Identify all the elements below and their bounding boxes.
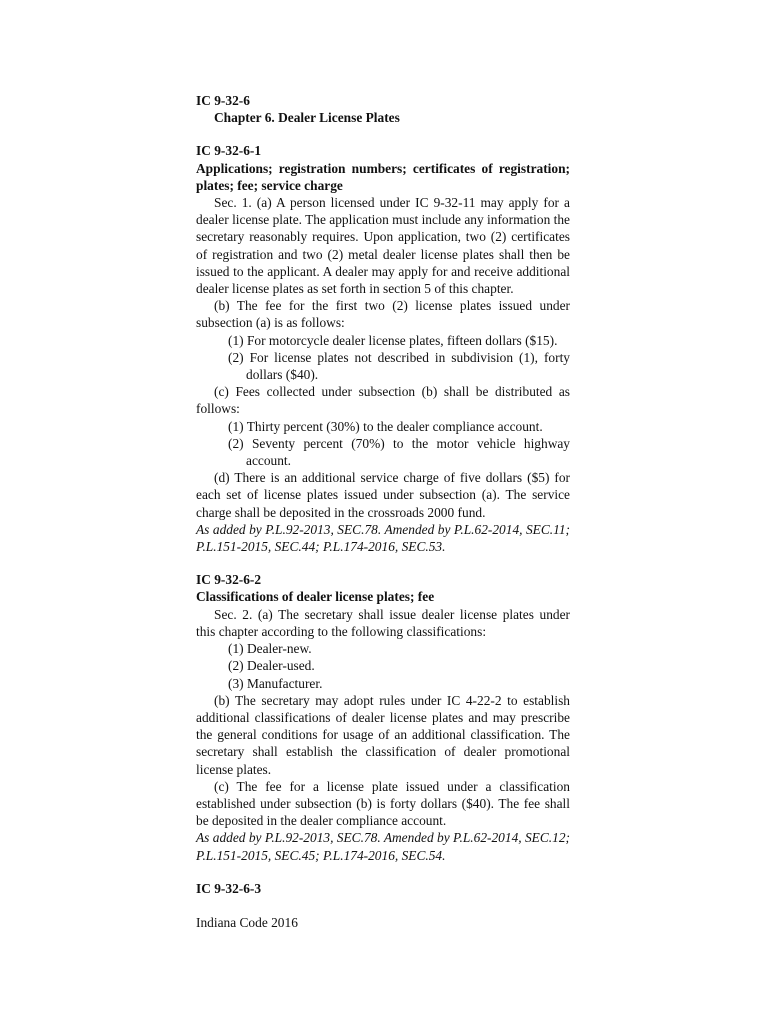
subdivision: (3) Manufacturer. xyxy=(228,675,323,691)
subdivision: (2) For license plates not described in subdivision (1), forty dollars ($40). xyxy=(228,349,570,383)
section-paragraph: (c) The fee for a license plate issued under a classification established under subsection (b) is forty dollars ($40). The fee shall be deposited in the dealer compliance account. xyxy=(196,778,570,829)
section-heading: Classifications of dealer license plates; fee xyxy=(196,589,435,605)
subdivision: (1) For motorcycle dealer license plates, fifteen dollars ($15). xyxy=(228,332,558,348)
section-paragraph: (c) Fees collected under subsection (b) shall be distributed as follows: xyxy=(196,384,570,417)
subdivision: (2) Dealer-used. xyxy=(228,658,315,674)
subdivision: (1) Dealer-new. xyxy=(228,641,312,657)
section-paragraph: (b) The secretary may adopt rules under IC 4-22-2 to establish additional classifications of dealer license plates and may prescribe the general conditions for usage of an additional classification. The secretary shall establish the classification of dealer promotional license plates. xyxy=(196,692,570,777)
section-paragraph: (b) The fee for the first two (2) license plates issued under subsection (a) is as follows: xyxy=(196,298,570,331)
section-paragraph: Sec. 1. (a) A person licensed under IC 9-32-11 may apply for a dealer license plate. The application must include any information the secretary reasonably requires. Upon application, two (2) certificates of registration and two (2) metal dealer license plates shall then be issued to the applicant. A dealer may apply for and receive additional dealer license plates as set forth in section 5 of this chapter. xyxy=(196,195,570,297)
section-code: IC 9-32-6-1 xyxy=(196,143,262,159)
statute-text xyxy=(196,92,570,897)
chapter-code: IC 9-32-6 xyxy=(196,93,250,108)
section-history: As added by P.L.92-2013, SEC.78. Amended by P.L.62-2014, SEC.11; P.L.151-2015, SEC.44; P.L.174-2016, SEC.53. xyxy=(196,521,570,555)
page-footer: Indiana Code 2016 xyxy=(196,915,298,930)
subdivision: (2) Seventy percent (70%) to the motor vehicle highway account. xyxy=(228,435,570,469)
section-history: As added by P.L.92-2013, SEC.78. Amended by P.L.62-2014, SEC.12; P.L.151-2015, SEC.45; P.L.174-2016, SEC.54. xyxy=(196,830,570,863)
chapter-title: Chapter 6. Dealer License Plates xyxy=(214,110,400,126)
section-heading: Applications; registration numbers; certificates of registration; plates; fee; service charge xyxy=(196,160,570,193)
section-paragraph: Sec. 2. (a) The secretary shall issue dealer license plates under this chapter according to the following classifications: xyxy=(196,606,570,639)
section-code: IC 9-32-6-3 xyxy=(196,880,262,896)
section-code: IC 9-32-6-2 xyxy=(196,572,262,588)
section-paragraph: (d) There is an additional service charge of five dollars ($5) for each set of license plates issued under subsection (a). The service charge shall be deposited in the crossroads 2000 fund. xyxy=(196,470,570,520)
subdivision: (1) Thirty percent (30%) to the dealer compliance account. xyxy=(228,418,543,434)
